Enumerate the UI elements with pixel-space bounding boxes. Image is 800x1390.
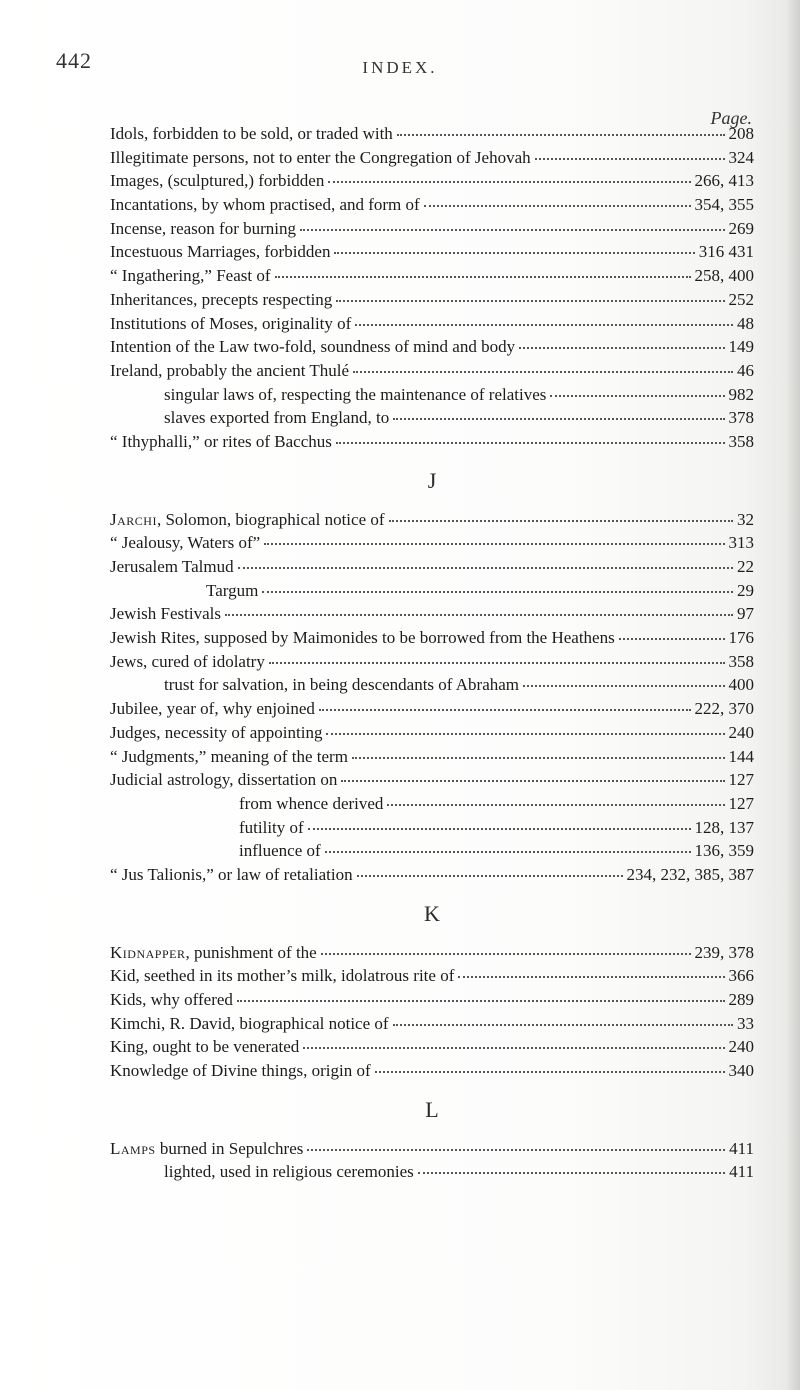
index-entry <box>110 508 754 532</box>
entry-term <box>110 1137 303 1161</box>
entry-term: influence of <box>239 841 321 861</box>
entry-term: slaves exported from England, to <box>164 408 390 428</box>
index-entry <box>110 555 754 579</box>
dot-leader <box>352 757 725 759</box>
dot-leader <box>397 134 725 136</box>
dot-leader <box>308 828 691 830</box>
entry-pages: 289 <box>728 990 754 1009</box>
dot-leader <box>334 252 694 254</box>
dot-leader <box>319 709 691 711</box>
dot-leader <box>418 1172 725 1174</box>
dot-leader <box>300 229 725 231</box>
entry-pages: 22 <box>737 557 754 576</box>
index-content <box>110 122 754 1184</box>
index-entry <box>110 122 754 146</box>
index-entry <box>110 1059 754 1083</box>
index-entry <box>110 768 754 792</box>
index-entry <box>110 602 754 626</box>
entry-pages: 366 <box>728 966 754 986</box>
dot-leader <box>275 276 691 278</box>
entry-term: Jews, cured of idolatry <box>110 651 265 671</box>
entry-headword: Jarchi <box>110 509 157 529</box>
page-edge-shadow <box>786 0 800 1390</box>
entry-term: Targum <box>206 580 259 600</box>
index-entry <box>110 697 754 721</box>
entry-term: Jubilee, year of, why enjoined <box>110 699 315 719</box>
entry-term: Intention of the Law two-fold, soundness of mind and body <box>110 337 516 357</box>
dot-leader <box>357 875 623 877</box>
entry-pages: 239, 378 <box>694 942 754 962</box>
entry-term: “ Ithyphalli,” or rites of Bacchus <box>110 431 332 451</box>
index-subentry <box>110 579 754 603</box>
entry-pages: 324 <box>728 147 754 167</box>
entry-pages: 29 <box>737 580 754 600</box>
entry-pages: 340 <box>728 1061 754 1081</box>
entry-pages: 269 <box>728 218 754 238</box>
entry-pages: 316 431 <box>698 242 754 262</box>
entry-pages: 400 <box>728 675 754 695</box>
index-entry <box>110 650 754 674</box>
index-subentry <box>110 406 754 430</box>
section-letter-k: K <box>424 900 440 926</box>
dot-leader <box>326 733 724 735</box>
dot-leader <box>353 371 733 373</box>
entry-pages: 48 <box>737 313 754 333</box>
index-subentry <box>110 792 754 816</box>
dot-leader <box>424 205 691 207</box>
entry-term: Illegitimate persons, not to enter the Congregation of Jehovah <box>110 147 531 167</box>
dot-leader <box>355 324 733 326</box>
index-entry <box>110 312 754 336</box>
entry-term: Idols, forbidden to be sold, or traded with <box>110 124 393 143</box>
index-entry <box>110 169 754 193</box>
dot-leader <box>238 567 733 569</box>
index-entry <box>110 359 754 383</box>
dot-leader <box>458 976 724 978</box>
dot-leader <box>523 685 724 687</box>
entry-pages: 358 <box>728 431 754 451</box>
dot-leader <box>550 395 724 397</box>
entry-pages: 378 <box>728 408 754 428</box>
dot-leader <box>393 1024 733 1026</box>
entry-term: Judicial astrology, dissertation on <box>110 770 338 790</box>
entry-term <box>110 508 385 532</box>
dot-leader <box>336 300 724 302</box>
dot-leader <box>389 520 733 522</box>
entry-term: “ Jealousy, Waters of” <box>110 533 261 553</box>
dot-leader <box>387 804 724 806</box>
dot-leader <box>262 591 733 593</box>
index-subentry <box>110 839 754 863</box>
index-section-k <box>110 941 754 1083</box>
entry-pages: 176 <box>728 628 754 648</box>
dot-leader <box>535 158 725 160</box>
index-entry <box>110 193 754 217</box>
entry-pages: 149 <box>728 337 754 357</box>
dot-leader <box>225 614 733 616</box>
entry-term-rest: burned in Sepulchres <box>155 1138 304 1158</box>
index-subentry <box>110 1160 754 1184</box>
index-entry <box>110 941 754 965</box>
entry-term: lighted, used in religious ceremonies <box>164 1162 414 1182</box>
index-entry <box>110 1137 754 1161</box>
dot-leader <box>269 662 725 664</box>
index-entry <box>110 988 754 1012</box>
dot-leader <box>303 1047 724 1049</box>
dot-leader <box>328 181 690 183</box>
running-title: INDEX. <box>362 58 438 77</box>
index-entry <box>110 430 754 454</box>
entry-pages: 240 <box>728 1037 754 1057</box>
entry-pages: 258, 400 <box>694 266 754 286</box>
dot-leader <box>393 418 724 420</box>
entry-term: Jewish Festivals <box>110 604 221 624</box>
entry-term: Knowledge of Divine things, origin of <box>110 1061 371 1081</box>
entry-pages: 208 <box>728 124 754 143</box>
entry-term: Images, (sculptured,) forbidden <box>110 171 325 191</box>
entry-term: “ Ingathering,” Feast of <box>110 266 271 286</box>
entry-term: Incense, reason for burning <box>110 218 296 238</box>
entry-pages: 127 <box>728 770 754 790</box>
entry-pages: 266, 413 <box>694 171 754 191</box>
entry-term <box>110 941 317 965</box>
entry-pages: 411 <box>729 1162 754 1182</box>
entry-pages: 222, 370 <box>694 699 754 719</box>
index-section-l <box>110 1137 754 1184</box>
index-entry <box>110 964 754 988</box>
entry-term: Ireland, probably the ancient Thulé <box>110 360 350 380</box>
entry-headword: Kidnapper <box>110 942 186 962</box>
page-column-heading: Page. <box>710 108 752 128</box>
entry-pages: 411 <box>729 1138 754 1158</box>
entry-headword: Lamps <box>110 1138 156 1158</box>
entry-pages: 136, 359 <box>694 841 754 861</box>
index-entry <box>110 721 754 745</box>
index-entry <box>110 288 754 312</box>
index-section-j <box>110 508 754 887</box>
index-subentry <box>110 816 754 840</box>
entry-term: Kids, why offered <box>110 990 233 1009</box>
index-entry <box>110 863 754 887</box>
entry-term-rest: , punishment of the <box>185 942 317 962</box>
index-entry <box>110 217 754 241</box>
entry-pages: 46 <box>737 360 754 380</box>
entry-pages: 128, 137 <box>694 817 754 837</box>
entry-term: futility of <box>239 817 304 837</box>
dot-leader <box>619 638 725 640</box>
entry-term: “ Jus Talionis,” or law of retaliation <box>110 864 353 884</box>
entry-term: from whence derived <box>239 793 384 813</box>
entry-pages: 33 <box>737 1013 754 1033</box>
entry-pages: 127 <box>728 793 754 813</box>
entry-pages: 144 <box>728 746 754 766</box>
entry-pages: 234, 232, 385, 387 <box>626 864 754 884</box>
entry-pages: 313 <box>728 533 754 553</box>
dot-leader <box>341 780 724 782</box>
entry-pages: 252 <box>728 289 754 309</box>
entry-pages: 32 <box>737 509 754 529</box>
dot-leader <box>264 543 724 545</box>
entry-term: Incestuous Marriages, forbidden <box>110 242 331 262</box>
section-letter-l: L <box>425 1096 439 1122</box>
entry-term: Inheritances, precepts respecting <box>110 289 333 309</box>
entry-term: Kimchi, R. David, biographical notice of <box>110 1013 389 1033</box>
index-section-i <box>110 122 754 454</box>
entry-term: “ Judgments,” meaning of the term <box>110 746 348 766</box>
entry-term: Kid, seethed in its mother’s milk, idolatrous rite of <box>110 966 455 986</box>
entry-term-rest: , Solomon, biographical notice of <box>156 509 385 529</box>
entry-term: Judges, necessity of appointing <box>110 722 323 742</box>
index-entry <box>110 146 754 170</box>
dot-leader <box>336 442 725 444</box>
dot-leader <box>237 1000 725 1002</box>
entry-term: Jerusalem Talmud <box>110 557 234 576</box>
index-entry <box>110 745 754 769</box>
entry-pages: 240 <box>728 722 754 742</box>
entry-term: Institutions of Moses, originality of <box>110 313 352 333</box>
entry-pages: 982 <box>728 384 754 404</box>
entry-pages: 358 <box>728 651 754 671</box>
entry-pages: 354, 355 <box>694 195 754 215</box>
index-entry <box>110 626 754 650</box>
entry-term: singular laws of, respecting the maintenance of relatives <box>164 384 547 404</box>
index-entry <box>110 240 754 264</box>
index-entry <box>110 264 754 288</box>
entry-pages: 97 <box>737 604 754 624</box>
index-entry <box>110 335 754 359</box>
entry-term: trust for salvation, in being descendants of Abraham <box>164 675 520 695</box>
entry-term: Incantations, by whom practised, and form of <box>110 195 420 215</box>
index-entry <box>110 1012 754 1036</box>
page-number: 442 <box>56 48 92 73</box>
entry-term: King, ought to be venerated <box>110 1037 300 1057</box>
section-letter-j: J <box>427 467 437 493</box>
index-subentry <box>110 383 754 407</box>
dot-leader <box>519 347 724 349</box>
dot-leader <box>375 1071 725 1073</box>
index-entry <box>110 1035 754 1059</box>
dot-leader <box>307 1149 725 1151</box>
entry-term: Jewish Rites, supposed by Maimonides to be borrowed from the Heathens <box>110 628 615 648</box>
dot-leader <box>321 953 691 955</box>
index-entry <box>110 531 754 555</box>
index-subentry <box>110 673 754 697</box>
dot-leader <box>325 851 691 853</box>
